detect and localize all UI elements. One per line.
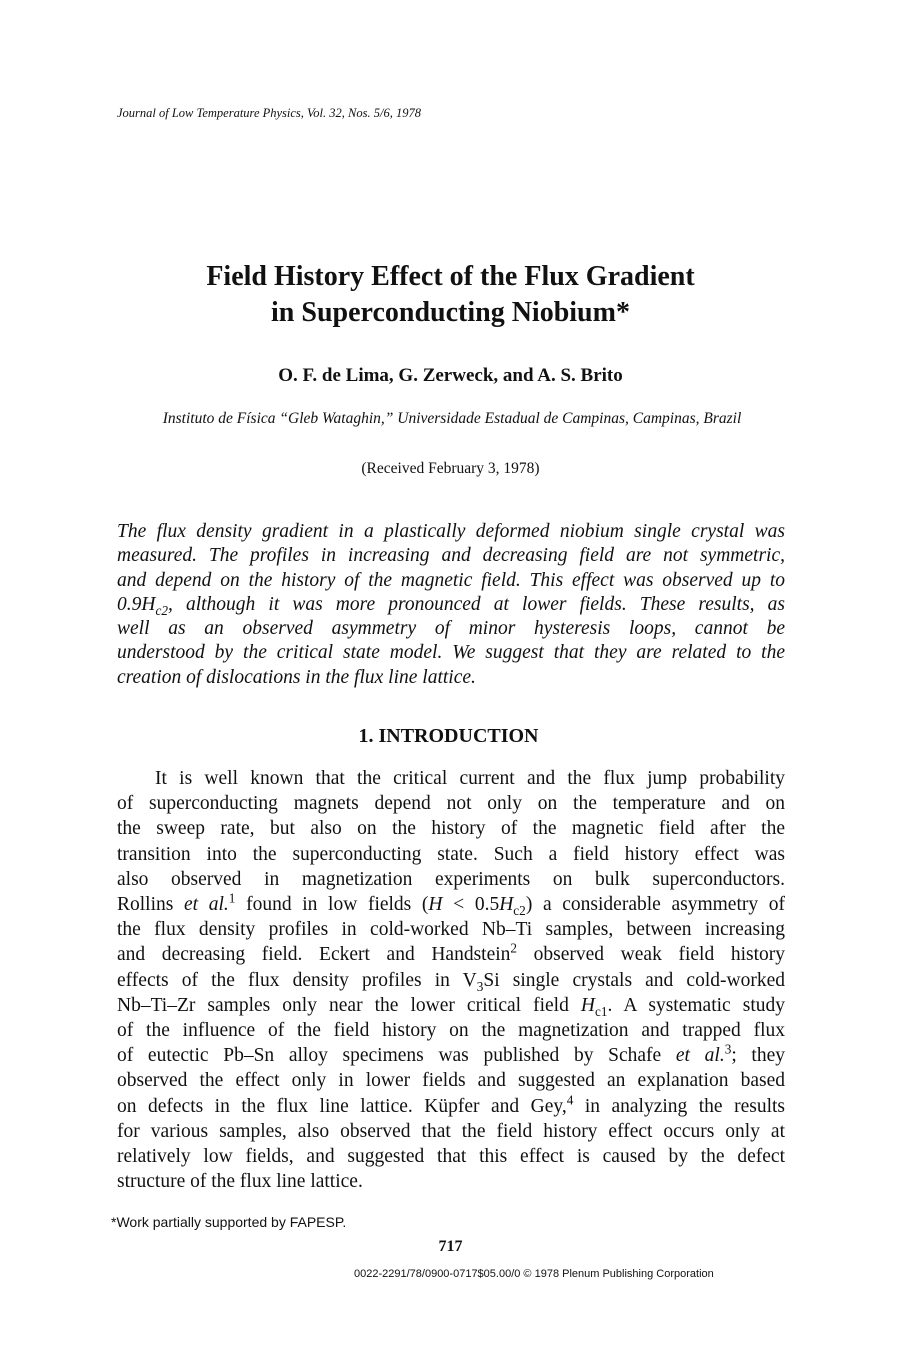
- body-line: structure of the flux line lattice.: [117, 1171, 363, 1193]
- citation-ref: 4: [566, 1092, 574, 1108]
- body-line: of superconducting magnets depend not only on the temperature and on: [117, 793, 785, 815]
- body-line: the sweep rate, but also on the history of the magnetic field after the: [117, 818, 785, 840]
- body-line: also observed in magnetization experiments on bulk superconductors.: [117, 868, 785, 890]
- body-line: of eutectic Pb–Sn alloy specimens was published by Schafe et al.$^3$; they: [117, 1041, 786, 1067]
- footnote: *Work partially supported by FAPESP.: [111, 1214, 347, 1230]
- abstract-line: creation of dislocations in the flux line lattice.: [117, 666, 476, 688]
- body-line: relatively low fields, and suggested that this effect is caused by the defect: [117, 1146, 785, 1168]
- body-line: and decreasing field. Eckert and Handstein$^2$ observed weak field history: [117, 940, 785, 966]
- body-line: It is well known that the critical current and the flux jump probability: [155, 768, 785, 789]
- body-line: effects of the flux density profiles in $V_3Si$ single crystals and cold-worked: [117, 969, 785, 994]
- copyright-line: 0022-2291/78/0900-0717$05.00/0 © 1978 Plenum Publishing Corporation: [354, 1268, 714, 1280]
- affiliation: Instituto de Física “Gleb Wataghin,” Universidade Estadual de Campinas, Campinas, Brazil: [162, 410, 742, 427]
- section-heading: 1. INTRODUCTION: [358, 725, 539, 747]
- body-line: Nb–Ti–Zr samples only near the lower critical field $H_{c1}$. A systematic study: [117, 994, 785, 1019]
- body-line: of the influence of the field history on the magnetization and trapped flux: [117, 1020, 785, 1042]
- body-line: transition into the superconducting state. Such a field history effect was: [117, 843, 785, 865]
- introduction-text: [117, 766, 785, 1194]
- title-line-2: in Superconducting Niobium*: [271, 297, 630, 328]
- page-number: 717: [438, 1238, 463, 1255]
- body-line: for various samples, also observed that the field history effect occurs only at: [117, 1120, 785, 1142]
- abstract-line: measured. The profiles in increasing and decreasing field are not symmetric,: [117, 545, 785, 567]
- abstract: [117, 520, 785, 690]
- body-line: Rollins et al.$^1$ found in low fields $(H < 0.5H_{c2})$ a considerable asymmetry of: [117, 890, 786, 918]
- authors: O. F. de Lima, G. Zerweck, and A. S. Brito: [278, 365, 623, 386]
- abstract-formula: $0.9H_{c2}$: [117, 593, 168, 618]
- body-line: the flux density profiles in cold-worked Nb–Ti samples, between increasing: [117, 919, 785, 941]
- body-line: observed the effect only in lower fields and suggested an explanation based: [117, 1070, 785, 1092]
- abstract-line: and depend on the history of the magnetic field. This effect was observed up to: [117, 569, 785, 591]
- abstract-line: well as an observed asymmetry of minor hysteresis loops, cannot be: [117, 618, 785, 640]
- citation-ref: 3: [724, 1041, 732, 1057]
- title-line-1: Field History Effect of the Flux Gradient: [206, 261, 695, 292]
- abstract-line: $0.9H_{c2}$, although it was more pronounced at lower fields. These results, as: [117, 593, 785, 618]
- paper-title: [0, 259, 901, 331]
- citation-ref: 1: [228, 890, 236, 906]
- body-line: on defects in the flux line lattice. Küpfer and Gey,$^4$ in analyzing the results: [117, 1092, 785, 1117]
- citation-ref: 2: [510, 940, 518, 956]
- received-date: (Received February 3, 1978): [361, 460, 540, 477]
- abstract-line: understood by the critical state model. We suggest that they are related to the: [117, 642, 785, 664]
- abstract-line: The flux density gradient in a plastically deformed niobium single crystal was: [117, 521, 785, 542]
- journal-citation: Journal of Low Temperature Physics, Vol. 32, Nos. 5/6, 1978: [117, 106, 421, 120]
